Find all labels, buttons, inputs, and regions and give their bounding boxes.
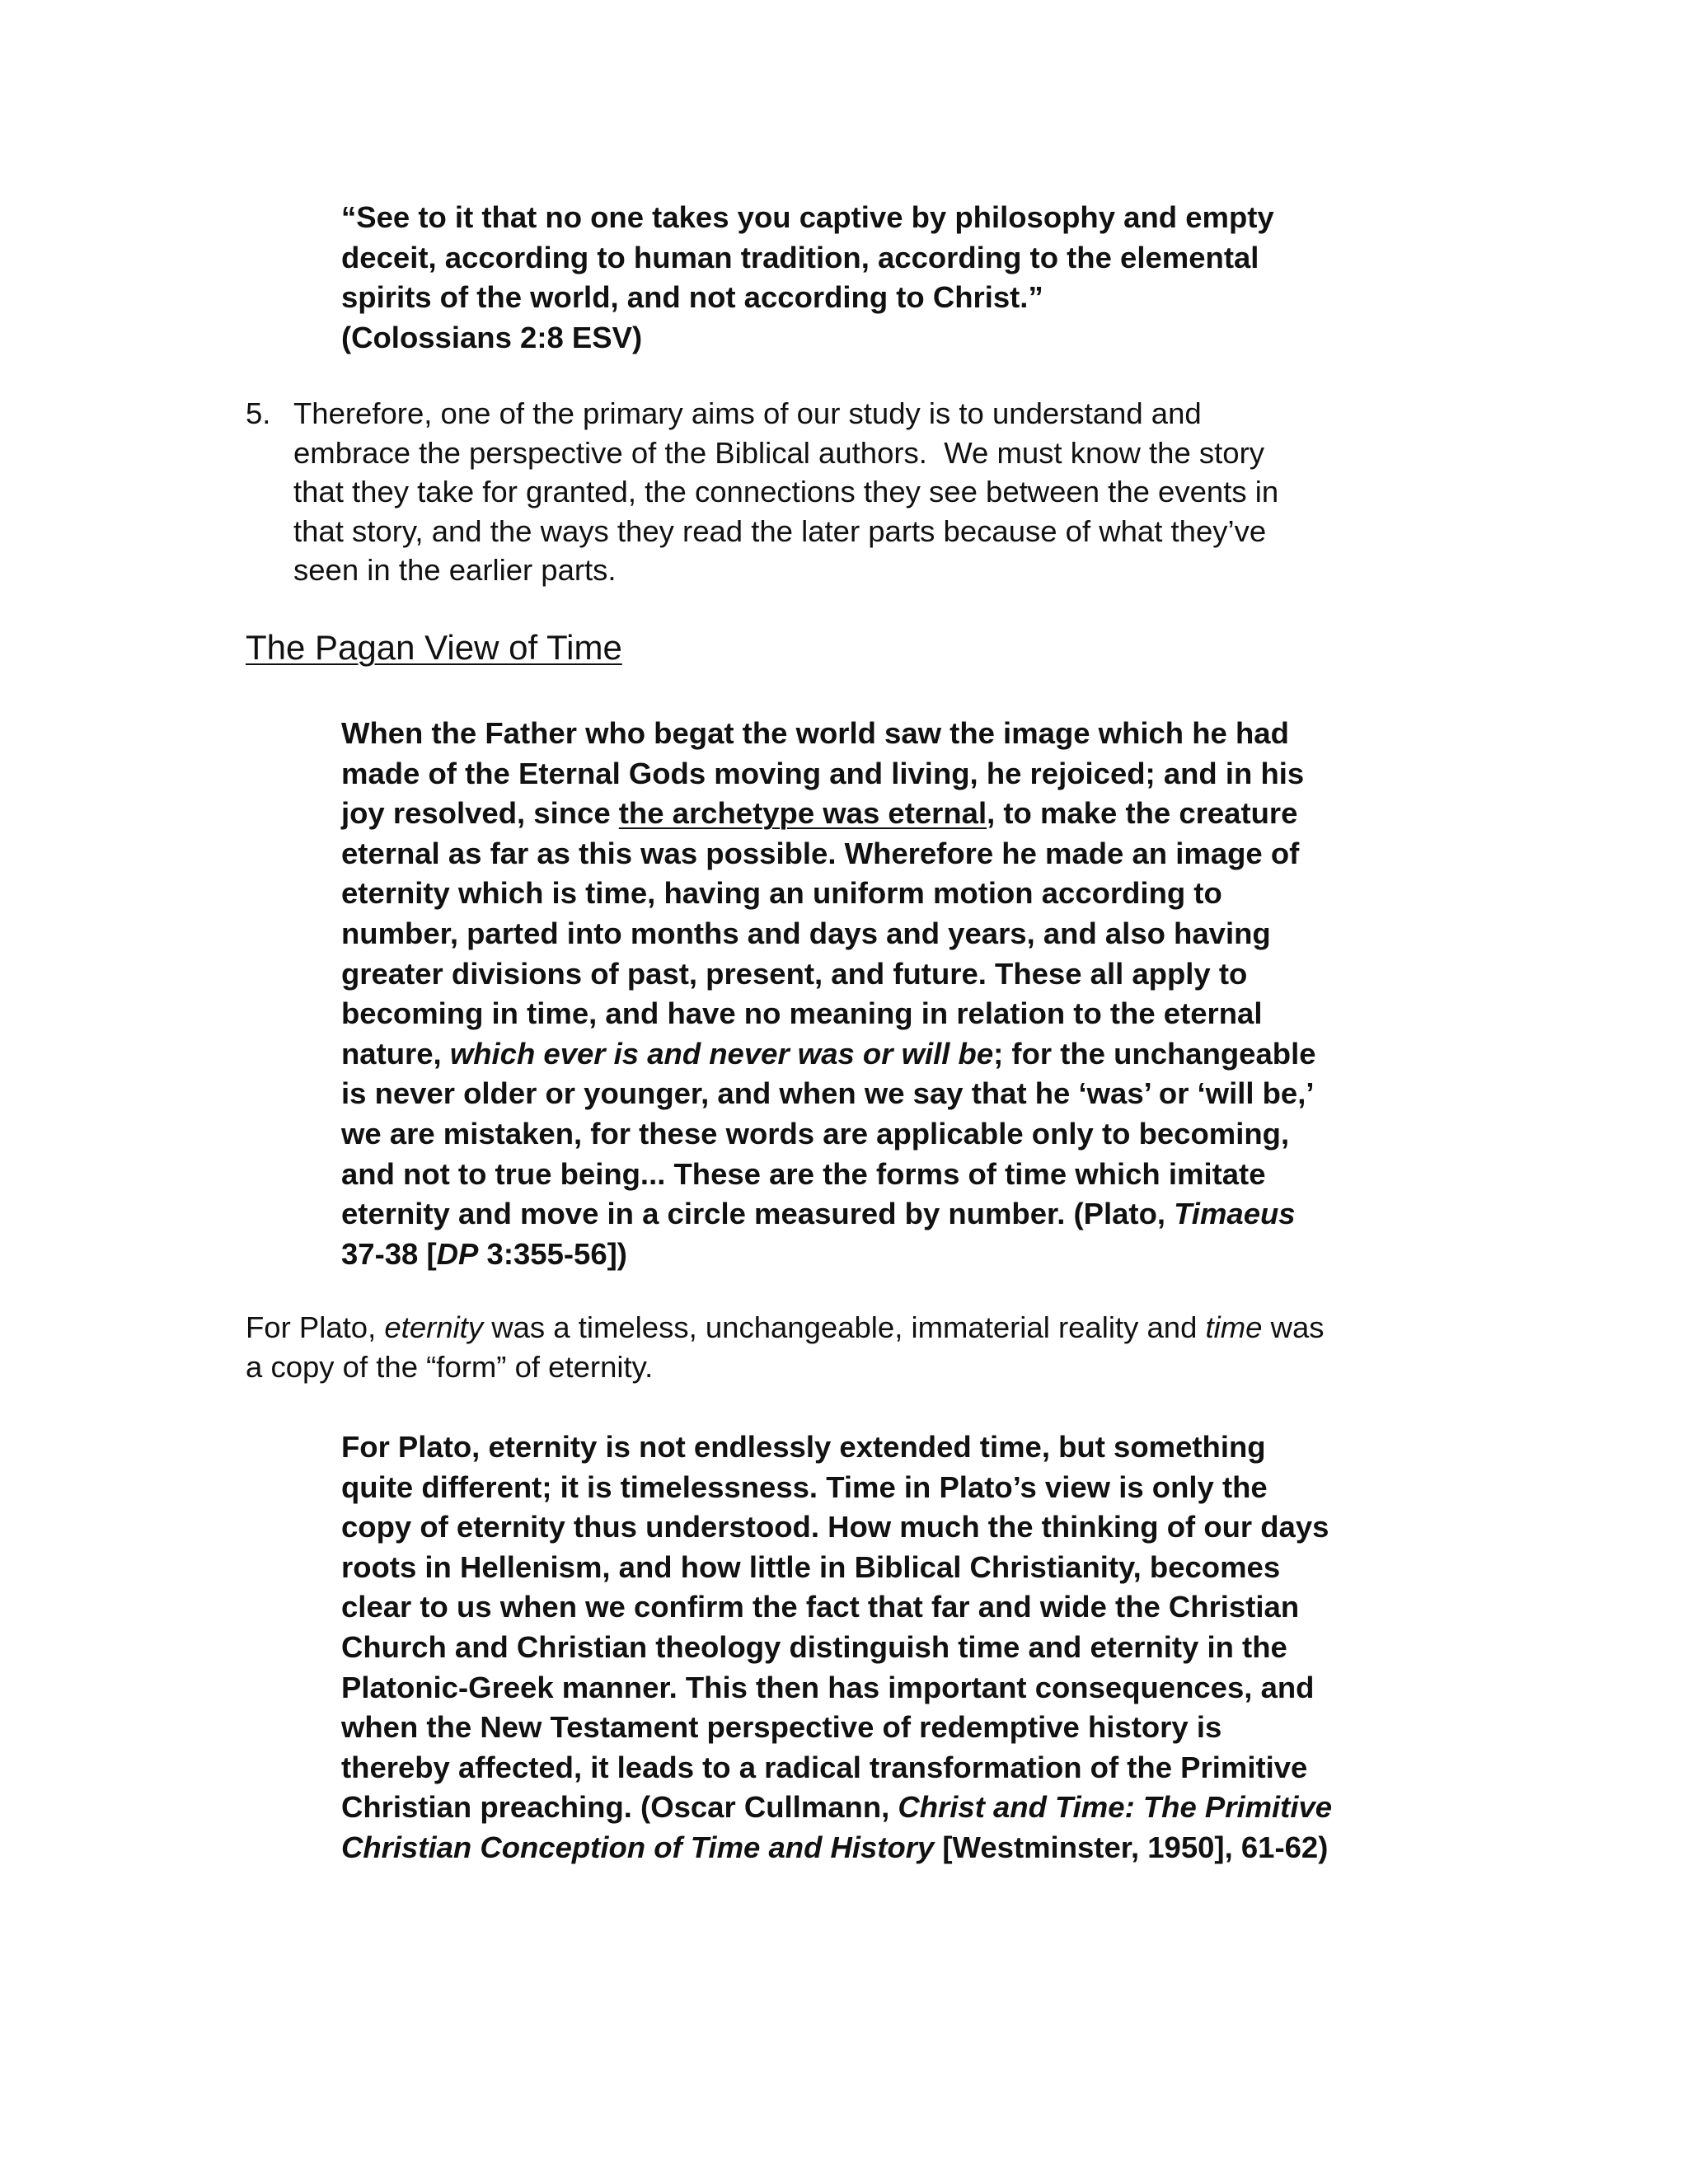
quote-line: “See to it that no one takes you captive by philosophy and empty	[341, 200, 1274, 234]
paragraph-line	[246, 1308, 1325, 1347]
item-line: Therefore, one of the primary aims of our study is to understand and	[293, 396, 1202, 430]
italic-phrase: which ever is and never was or will be	[449, 1036, 994, 1071]
italic-title: Christ and Time: The Primitive	[898, 1790, 1333, 1825]
quote-text: eternity and move in a circle measured by number. (Plato,	[341, 1197, 1175, 1231]
quote-text: joy resolved, since	[341, 796, 619, 831]
quote-line: eternity which is time, having an uniform motion according to	[341, 876, 1222, 911]
quote-line: greater divisions of past, present, and future. These all apply to	[341, 956, 1248, 991]
quote-text: [Westminster, 1950], 61-62)	[934, 1830, 1329, 1864]
quote-text: ; for the unchangeable	[993, 1036, 1316, 1071]
italic-word: eternity	[384, 1310, 484, 1344]
item-line: embrace the perspective of the Biblical authors. We must know the story	[293, 435, 1265, 470]
quote-line: deceit, according to human tradition, according to the elemental	[341, 240, 1259, 274]
quote-line: and not to true being... These are the forms of time which imitate	[341, 1156, 1266, 1191]
quote-line	[341, 794, 1429, 834]
quote-citation	[341, 1828, 1429, 1868]
item-text	[293, 394, 1447, 590]
quote-line: thereby affected, it leads to a radical transformation of the Primitive	[341, 1750, 1308, 1784]
quote-text: , to make the creature	[987, 796, 1298, 831]
quote-line: made of the Eternal Gods moving and living, he rejoiced; and in his	[341, 756, 1305, 790]
item-line: that story, and the ways they read the later parts because of what they’ve	[293, 513, 1267, 548]
quote-line	[341, 1788, 1429, 1828]
item-line: seen in the earlier parts.	[293, 553, 617, 587]
quote-line: quite different; it is timelessness. Time in Plato’s view is only the	[341, 1469, 1268, 1504]
plato-timaeus-quote	[341, 714, 1429, 1274]
italic-abbrev: DP	[436, 1236, 479, 1271]
quote-line: is never older or younger, and when we say that he ‘was’ or ‘will be,’	[341, 1076, 1315, 1111]
quote-line: Platonic-Greek manner. This then has important consequences, and	[341, 1670, 1315, 1704]
quote-text: nature,	[341, 1036, 450, 1071]
quote-citation: (Colossians 2:8 ESV)	[341, 320, 643, 354]
plato-paragraph	[246, 1308, 1325, 1387]
paragraph-line: a copy of the “form” of eternity.	[246, 1350, 654, 1384]
italic-title: Timaeus	[1174, 1197, 1296, 1231]
quote-line	[341, 1034, 1429, 1075]
quote-text: 37-38 [	[341, 1236, 437, 1271]
quote-line: when the New Testament perspective of redemptive history is	[341, 1710, 1222, 1745]
quote-citation	[341, 1235, 1429, 1275]
quote-line	[341, 1194, 1429, 1235]
quote-line: Church and Christian theology distinguish time and eternity in the	[341, 1629, 1287, 1664]
quote-line: roots in Hellenism, and how little in Biblical Christianity, becomes	[341, 1549, 1281, 1584]
quote-line: When the Father who begat the world saw the image which he had	[341, 716, 1289, 750]
paragraph-text: was	[1262, 1310, 1325, 1344]
quote-line: we are mistaken, for these words are applicable only to becoming,	[341, 1116, 1290, 1151]
paragraph-text: was a timeless, unchangeable, immaterial reality and	[483, 1310, 1206, 1344]
quote-line: eternal as far as this was possible. Wherefore he made an image of	[341, 836, 1300, 870]
underlined-phrase: the archetype was eternal	[618, 796, 987, 831]
item-number: 5.	[246, 396, 271, 430]
quote-line: copy of eternity thus understood. How much the thinking of our days	[341, 1510, 1329, 1544]
quote-line: number, parted into months and days and years, and also having	[341, 916, 1271, 950]
colossians-quote	[341, 198, 1429, 358]
quote-line: becoming in time, and have no meaning in relation to the eternal	[341, 996, 1263, 1031]
quote-text: Christian preaching. (Oscar Cullmann,	[341, 1790, 898, 1825]
quote-line: spirits of the world, and not according to Christ.”	[341, 280, 1043, 315]
cullmann-quote	[341, 1427, 1429, 1868]
quote-line: clear to us when we confirm the fact that far and wide the Christian	[341, 1590, 1300, 1624]
italic-word: time	[1205, 1310, 1263, 1344]
quote-text: 3:355-56])	[478, 1236, 627, 1271]
italic-title: Christian Conception of Time and History	[341, 1830, 935, 1864]
item-line: that they take for granted, the connections they see between the events in	[293, 475, 1279, 509]
quote-line: For Plato, eternity is not endlessly extended time, but something	[341, 1430, 1266, 1464]
paragraph-text: For Plato,	[246, 1310, 385, 1344]
section-heading: The Pagan View of Time	[246, 628, 622, 667]
